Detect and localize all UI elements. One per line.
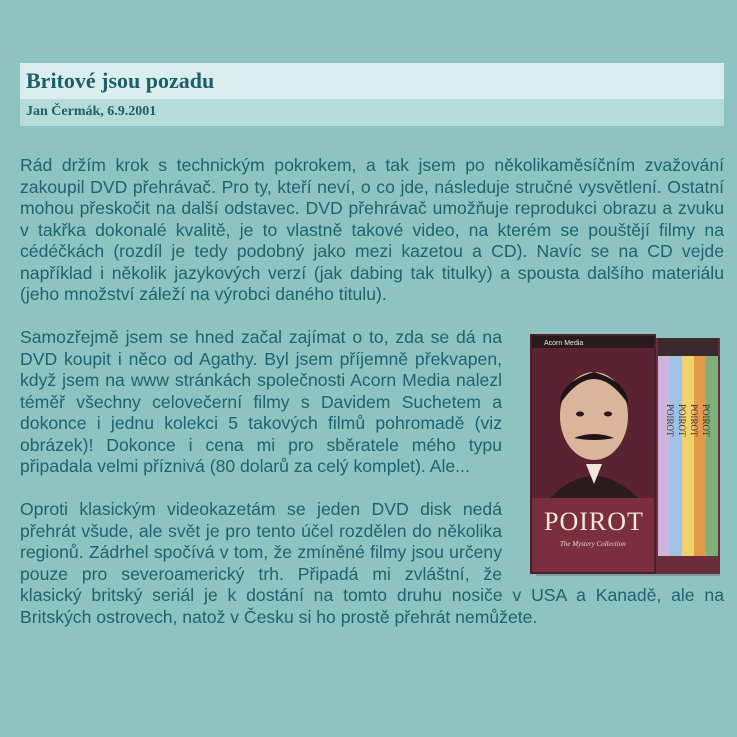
- boxset-subtitle: The Mystery Collection: [560, 540, 626, 548]
- spine-2: [670, 356, 682, 556]
- paragraph-2: Samozřejmě jsem se hned začal zajímat o to, zda se dá na DVD koupit i něco od Agathy. Byl jsem příjemně překvapen, když jsem na www stránkách společnosti Acorn Media nalezl téměř všechny celovečerní filmy s Davidem Suchetem a dokonce i jednu kolekci 5 takových filmů pohromadě (viz obrázek)! Dokonce i cena mi pro sběratele mého typu připadala velmi příznivá (80 dolarů za celý komplet). Ale...: [20, 327, 502, 476]
- spine-title-2: POIROT: [677, 404, 687, 437]
- boxset-title: POIROT: [544, 507, 644, 536]
- boxset-illustration: [530, 334, 722, 578]
- spine-title-1: POIROT: [665, 404, 675, 437]
- spine-title-4: POIROT: [701, 404, 711, 437]
- paragraph-1: Rád držím krok s technickým pokrokem, a tak jsem po několikaměsíčním zvažování zakoupil DVD přehrávač. Pro ty, kteří neví, o co jde, následuje stručné vysvětlení. Ostatní mohou přeskočit na další odstavec. DVD přehrávač umožňuje reprodukci obrazu a zvuku v takřka dokonalé kvalitě, je to vlastně takové video, na kterém se pouštějí filmy na cédéčkách (rozdíl je tedy podobný jako mezi kazetou a CD). Navíc se na CD vejde například i několik jazykových verzí (jak dabing tak titulky) a spousta dalšího materiálu (jeho množství záleží na výrobci daného titulu).: [20, 155, 724, 304]
- spine-3: [682, 356, 694, 556]
- article-body: [20, 155, 724, 650]
- spine-title-3: POIROT: [689, 404, 699, 437]
- article-header: [20, 63, 724, 126]
- article-byline: Jan Čermák, 6.9.2001: [20, 99, 724, 126]
- paragraph-3: Oproti klasickým videokazetám se jeden DVD disk nedá přehrát všude, ale svět je pro tento účel rozdělen do několika regionů. Zádrhel spočívá v tom, že zmíněné filmy jsou určeny pouze pro severoamerický trh. Připadá mi zvláštní, že klasický britský seriál je k dostání na tomto druhu nosiče v USA a Kanadě, ale na Britských ostrovech, natož v Česku si ho prostě přehrát nemůžete.: [20, 499, 724, 627]
- publisher-logo: Acorn Media: [544, 340, 584, 347]
- spine-4: [694, 356, 706, 556]
- poirot-boxset-image: [524, 327, 724, 582]
- article-title: Britové jsou pozadu: [20, 63, 724, 99]
- spine-5: [706, 356, 718, 556]
- spine-1: [658, 356, 670, 556]
